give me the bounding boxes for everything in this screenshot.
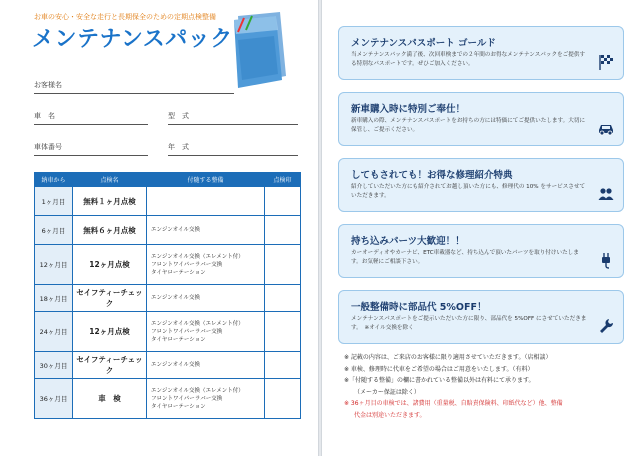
card-title: メンテナンスパスポート ゴールド — [351, 38, 496, 49]
table-row — [35, 285, 301, 312]
card-title: してもされても！お得な修理紹介特典 — [351, 170, 513, 181]
service-item: タイヤローテーション — [151, 336, 206, 343]
note-line-warning: ※ 36ヶ月目の車検では、諸費用（重量税、自賠責保険料、印紙代など）他、整備 — [344, 400, 563, 407]
month-cell: 36ヶ月目 — [35, 379, 73, 419]
checkered-flag-icon — [597, 53, 615, 71]
month-cell: 24ヶ月目 — [35, 312, 73, 352]
table-header-row — [35, 173, 301, 187]
items-cell — [147, 379, 265, 419]
column-header: 納車から — [35, 173, 73, 187]
table-row — [35, 312, 301, 352]
service-item: タイヤローテーション — [151, 403, 206, 410]
model-label: 型 式 — [168, 112, 189, 120]
stamp-cell[interactable] — [265, 312, 301, 352]
people-icon — [597, 185, 615, 203]
card-body: メンテナンスパスポートをご提示いただいた方に限り、部品代を 5%OFF にさせていただきます。 ※オイル交換を除く — [351, 316, 587, 331]
chassis-no-line — [34, 155, 148, 156]
notes-section — [344, 352, 634, 421]
page-title: メンテナンスパック — [32, 27, 233, 52]
table-row — [35, 187, 301, 216]
note-line: ※ 記載の内容は、ご来店のお客様に限り適用させていただきます。（店相談） — [344, 354, 552, 361]
service-item: フロントワイパーラバー交換 — [151, 261, 223, 268]
items-cell — [147, 245, 265, 285]
card-body: カーオーディオやカーナビ、ETC車載器など、持ち込んで頂いたパーツを取り付けいたします。お気軽にご相談下さい。 — [351, 250, 579, 265]
items-cell — [147, 216, 265, 245]
left-page — [0, 0, 318, 456]
items-cell — [147, 187, 265, 216]
items-cell — [147, 352, 265, 379]
year-line — [168, 155, 298, 156]
stamp-cell[interactable] — [265, 379, 301, 419]
benefit-card — [338, 158, 624, 212]
right-page — [322, 0, 640, 456]
inspection-cell: 無料１ヶ月点検 — [73, 187, 147, 216]
service-item: タイヤローテーション — [151, 269, 206, 276]
stamp-cell[interactable] — [265, 352, 301, 379]
table-row — [35, 379, 301, 419]
inspection-cell: 12ヶ月点検 — [73, 312, 147, 352]
service-item: フロントワイパーラバー交換 — [151, 395, 223, 402]
inspection-cell: セイフティーチェック — [73, 352, 147, 379]
service-item: フロントワイパーラバー交換 — [151, 328, 223, 335]
note-line-warning: 代金は別途いただきます。 — [354, 411, 426, 419]
benefit-card — [338, 224, 624, 278]
model-line — [168, 124, 298, 125]
column-header: 点検印 — [265, 173, 301, 187]
service-item: エンジンオイル交換 — [151, 227, 200, 233]
column-header: 点検名 — [73, 173, 147, 187]
table-row — [35, 216, 301, 245]
service-item: エンジンオイル交換（エレメント付） — [151, 320, 244, 327]
benefit-card — [338, 26, 624, 80]
note-line: ※ 車検、修理時に代車をご希望の場合はご用意をいたします。（有料） — [344, 365, 534, 373]
plug-icon — [597, 251, 615, 269]
customer-name-line — [34, 93, 234, 94]
inspection-cell: 車 検 — [73, 379, 147, 419]
service-item: エンジンオイル交換 — [151, 362, 200, 368]
vehicle-name-line — [34, 124, 148, 125]
service-item: エンジンオイル交換（エレメント付） — [151, 253, 244, 260]
month-cell: 30ヶ月目 — [35, 352, 73, 379]
column-header: 付随する整備 — [147, 173, 265, 187]
customer-name-label: お客様名 — [34, 81, 62, 89]
month-cell: 1ヶ月目 — [35, 187, 73, 216]
card-title: 持ち込みパーツ大歓迎！！ — [351, 236, 465, 247]
service-item: エンジンオイル交換（エレメント付） — [151, 387, 244, 394]
card-body: 紹介していただいた方にも紹介されてお越し頂いた方にも、修理代の 10% をサービスさせていただきます。 — [351, 184, 586, 199]
items-cell — [147, 312, 265, 352]
tagline: お車の安心・安全な走行と長期保全のための定期点検整備 — [34, 13, 216, 21]
card-title: 一般整備時に部品代 5%OFF！ — [351, 302, 487, 313]
benefit-card — [338, 92, 624, 146]
month-cell: 18ヶ月目 — [35, 285, 73, 312]
card-body: 当メンテナンスパック満了後、次回車検までの２年間のお得なメンテナンスパックをご提供する特別なパスポートです。ぜひご加入ください。 — [351, 52, 586, 67]
inspection-cell: 12ヶ月点検 — [73, 245, 147, 285]
month-cell: 6ヶ月目 — [35, 216, 73, 245]
stamp-cell[interactable] — [265, 285, 301, 312]
stamp-cell[interactable] — [265, 187, 301, 216]
stamp-cell[interactable] — [265, 216, 301, 245]
car-icon — [597, 119, 615, 137]
table-row — [35, 352, 301, 379]
folder-icon — [224, 10, 288, 88]
table-row — [35, 245, 301, 285]
inspection-cell: セイフティーチェック — [73, 285, 147, 312]
wrench-icon — [597, 317, 615, 335]
card-body: 新車購入の際、メンテナンスパスポートをお持ちの方には特価にてご提供いたします。大切に保管し、ご提示ください。 — [351, 118, 586, 133]
service-item: エンジンオイル交換 — [151, 295, 200, 301]
vehicle-name-label: 車 名 — [34, 112, 55, 120]
items-cell — [147, 285, 265, 312]
chassis-no-label: 車体番号 — [34, 143, 62, 151]
year-label: 年 式 — [168, 143, 189, 151]
note-line: （メーカー保証は除く） — [354, 388, 420, 396]
stamp-cell[interactable] — [265, 245, 301, 285]
maintenance-schedule-table — [34, 172, 301, 419]
note-line: ※「付随する整備」の欄に書かれている整備以外は有料にて承ります。 — [344, 377, 535, 384]
card-title: 新車購入時に特別ご奉仕！ — [351, 104, 466, 115]
inspection-cell: 無料６ヶ月点検 — [73, 216, 147, 245]
month-cell: 12ヶ月目 — [35, 245, 73, 285]
benefit-card — [338, 290, 624, 344]
